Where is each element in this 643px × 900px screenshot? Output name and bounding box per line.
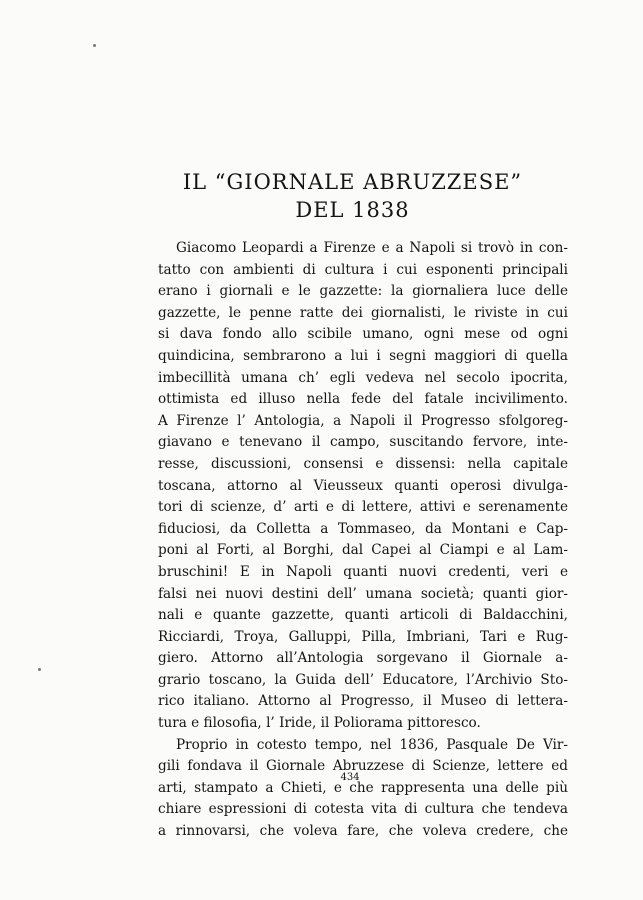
text-line: Proprio in cotesto tempo, nel 1836, Pasquale De Vir-	[176, 736, 568, 753]
text-line: giero. Attorno all’Antologia sorgevano il Giornale a-	[158, 650, 568, 667]
body-text	[158, 238, 568, 843]
text-line: rico italiano. Attorno al Progresso, il Museo di lettera-	[158, 693, 568, 710]
text-line: chiare espressioni di cotesta vita di cultura che tendeva	[158, 801, 568, 818]
text-line: A Firenze l’ Antologia, a Napoli il Progresso sfolgoreg-	[158, 412, 568, 429]
text-line: grario toscano, la Guida dell’ Educatore, l’Archivio Sto-	[158, 671, 568, 688]
text-line: a rinnovarsi, che voleva fare, che voleva credere, che	[158, 823, 568, 840]
chapter-title-line-1: IL “GIORNALE ABRUZZESE”	[182, 170, 523, 194]
page-number: 434	[340, 772, 360, 783]
paper-speck	[38, 668, 41, 671]
paper-speck	[93, 44, 96, 47]
text-line: gili fondava il Giornale Abruzzese di Scienze, lettere ed	[158, 758, 568, 775]
text-line: Ricciardi, Troya, Galluppi, Pilla, Imbriani, Tari e Rug-	[158, 628, 568, 645]
text-line: Giacomo Leopardi a Firenze e a Napoli si trovò in con-	[176, 240, 568, 256]
text-line: ottimista ed illuso nella fede del fatale incivilimento.	[158, 391, 568, 408]
text-line: si dava fondo allo scibile umano, ogni mese od ogni	[158, 326, 568, 343]
text-line: nali e quante gazzette, quanti articoli di Baldacchini,	[158, 607, 568, 624]
text-line: poni al Forti, al Borghi, dal Capei al Ciampi e al Lam-	[158, 542, 568, 559]
text-line: quindicina, sembrarono a lui i segni maggiori di quella	[158, 347, 568, 364]
text-line: giavano e tenevano il campo, suscitando fervore, inte-	[158, 434, 568, 451]
text-line: imbecillità umana ch’ egli vedeva nel secolo ipocrita,	[158, 369, 568, 386]
chapter-title	[130, 168, 575, 224]
text-line: tura e filosofia, l’ Iride, il Poliorama pittoresco.	[158, 715, 481, 732]
text-line: resse, discussioni, consensi e dissensi: nella capitale	[158, 455, 568, 472]
text-line: erano i giornali e le gazzette: la giornaliera luce delle	[158, 283, 568, 300]
text-line: fiduciosi, da Colletta a Tommaseo, da Montani e Cap-	[158, 520, 568, 537]
text-line: tori di scienze, d’ arti e di lettere, attivi e serenamente	[158, 499, 568, 516]
text-line: tatto con ambienti di cultura i cui esponenti principali	[158, 261, 568, 278]
text-line: falsi nei nuovi destini dell’ umana società; quanti gior-	[158, 585, 568, 602]
text-line: arti, stampato a Chieti, e che rappresenta una delle più	[158, 779, 568, 796]
chapter-title-line-2: DEL 1838	[295, 198, 410, 222]
text-line: toscana, attorno al Vieusseux quanti operosi divulga-	[158, 477, 568, 494]
text-line: bruschini! E in Napoli quanti nuovi credenti, veri e	[158, 563, 568, 580]
text-line: gazzette, le penne ratte dei giornalisti, le riviste in cui	[158, 304, 568, 321]
